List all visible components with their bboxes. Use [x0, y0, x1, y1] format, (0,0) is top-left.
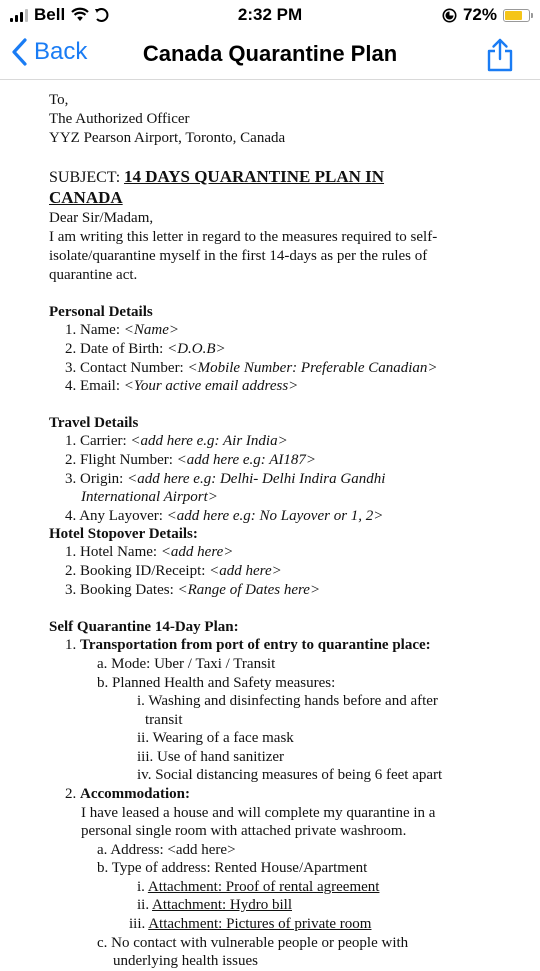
personal-item: 4. Email: <Your active email address> — [65, 378, 299, 394]
hotel-item: 3. Booking Dates: <Range of Dates here> — [65, 582, 321, 598]
plan-item: b. Planned Health and Safety measures: — [97, 675, 336, 691]
accommodation-text: I have leased a house and will complete my quarantine in a — [81, 805, 436, 821]
plan-item: c. No contact with vulnerable people or people with — [97, 935, 409, 951]
status-time: 2:32 PM — [237, 5, 303, 24]
plan-item: a. Mode: Uber / Taxi / Transit — [97, 656, 276, 672]
share-button[interactable] — [486, 38, 514, 77]
travel-details-heading: Travel Details — [49, 415, 139, 431]
intro-line: quarantine act. — [49, 267, 138, 283]
attachment-item: i. Attachment: Proof of rental agreement — [137, 879, 380, 895]
carrier-name: Bell — [34, 5, 66, 24]
hotel-item: 1. Hotel Name: <add here> — [65, 544, 234, 560]
status-right — [442, 5, 530, 25]
address-airport: YYZ Pearson Airport, Toronto, Canada — [49, 130, 286, 146]
navigation-bar — [0, 30, 540, 80]
battery-icon — [503, 9, 530, 22]
accommodation-text: personal single room with attached private washroom. — [81, 823, 407, 839]
travel-item: 3. Origin: <add here e.g: Delhi- Delhi Indira Gandhi — [65, 471, 386, 487]
personal-item: 1. Name: <Name> — [65, 322, 179, 338]
salutation: Dear Sir/Madam, — [49, 210, 154, 226]
subject-line — [49, 167, 384, 188]
plan-item: b. Type of address: Rented House/Apartment — [97, 860, 368, 876]
plan-section-transportation: 1. Transportation from port of entry to quarantine place: — [65, 637, 431, 653]
travel-item: 2. Flight Number: <add here e.g: AI187> — [65, 452, 317, 468]
plan-item-cont: underlying health issues — [113, 953, 258, 969]
travel-item: 1. Carrier: <add here e.g: Air India> — [65, 433, 288, 449]
plan-subitem: i. Washing and disinfecting hands before and after — [137, 693, 438, 709]
battery-percent: 72% — [462, 5, 497, 24]
plan-heading: Self Quarantine 14-Day Plan: — [49, 619, 239, 635]
subject-title: 14 DAYS QUARANTINE PLAN IN — [123, 167, 385, 186]
plan-subitem-cont: transit — [145, 712, 183, 728]
location-icon — [442, 8, 457, 23]
intro-line: isolate/quarantine myself in the first 14-days as per the rules of — [49, 248, 428, 264]
personal-details-heading: Personal Details — [49, 304, 153, 320]
plan-item: a. Address: <add here> — [97, 842, 236, 858]
plan-subitem: ii. Wearing of a face mask — [137, 730, 294, 746]
travel-item: 4. Any Layover: <add here e.g: No Layover or 1, 2> — [65, 508, 384, 524]
intro-line: I am writing this letter in regard to the measures required to self- — [49, 229, 438, 245]
subject-title-cont: CANADA — [49, 188, 123, 207]
document-view[interactable] — [0, 80, 540, 969]
share-icon — [486, 38, 514, 72]
address-officer: The Authorized Officer — [49, 111, 190, 127]
plan-section-accommodation: 2. Accommodation: — [65, 786, 190, 802]
status-bar — [0, 0, 540, 30]
personal-item: 3. Contact Number: <Mobile Number: Preferable Canadian> — [65, 360, 438, 376]
personal-item: 2. Date of Birth: <D.O.B> — [65, 341, 226, 357]
attachment-item: iii. Attachment: Pictures of private room — [129, 916, 372, 932]
address-to: To, — [49, 92, 69, 108]
plan-subitem: iii. Use of hand sanitizer — [137, 749, 285, 765]
subject-label: SUBJECT: — [49, 169, 121, 186]
page-title: Canada Quarantine Plan — [142, 41, 398, 66]
hotel-item: 2. Booking ID/Receipt: <add here> — [65, 563, 282, 579]
back-label: Back — [34, 38, 88, 65]
plan-subitem: iv. Social distancing measures of being 6 feet apart — [137, 767, 443, 783]
attachment-item: ii. Attachment: Hydro bill — [137, 897, 293, 913]
hotel-details-heading: Hotel Stopover Details: — [49, 526, 198, 542]
travel-item-cont: International Airport> — [81, 489, 218, 505]
